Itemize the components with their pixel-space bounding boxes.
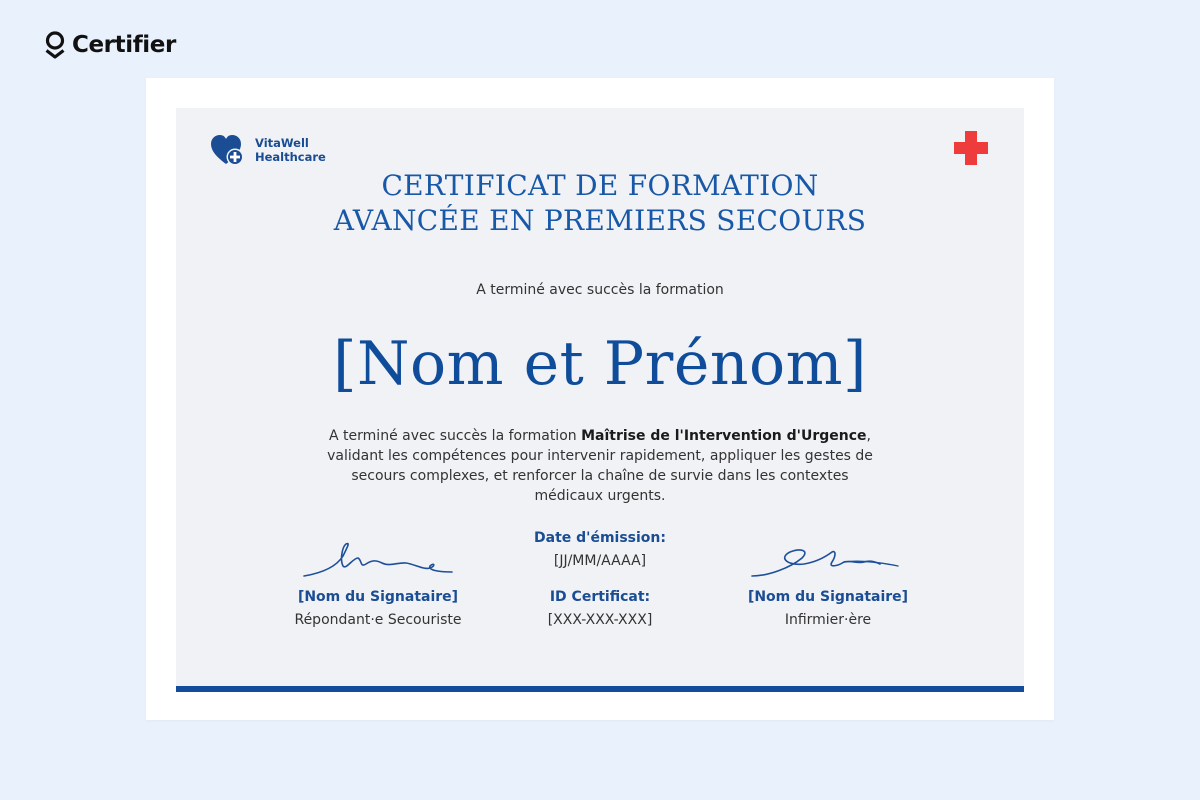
- red-cross-icon: [952, 129, 990, 167]
- description-suffix: , validant les compétences pour intervenir rapidement, appliquer les gestes de secours complexes, et renforcer la chaîne de survie dans les contextes médicaux urgents.: [327, 428, 873, 504]
- org-name-line2: Healthcare: [255, 150, 326, 164]
- course-name: Maîtrise de l'Intervention d'Urgence: [581, 428, 867, 444]
- description: [326, 426, 874, 506]
- certificate-title: [176, 168, 1024, 238]
- certificate-id-label: ID Certificat:: [549, 589, 651, 605]
- org-logo: [209, 133, 326, 167]
- certificate-id-value: [XXX-XXX-XXX]: [547, 612, 653, 628]
- issue-date: [480, 528, 720, 571]
- brand-name: Certifier: [72, 31, 176, 58]
- title-line-2: AVANCÉE EN PREMIERS SECOURS: [333, 204, 867, 237]
- signature-right: [748, 540, 908, 588]
- description-prefix: A terminé avec succès la formation: [329, 428, 582, 444]
- signatory-right-name: [Nom du Signataire]: [747, 589, 909, 605]
- title-line-1: CERTIFICAT DE FORMATION: [381, 169, 819, 202]
- certificate: [176, 108, 1024, 692]
- recipient-name: [Nom et Prénom]: [333, 329, 867, 399]
- certifier-brand: [44, 28, 176, 62]
- signatory-left-name: [Nom du Signataire]: [297, 589, 459, 605]
- certificate-id: [480, 587, 720, 630]
- org-name: [255, 136, 326, 164]
- signatory-left: [258, 587, 498, 630]
- issue-date-value: [JJ/MM/AAAA]: [553, 553, 647, 569]
- org-name-line1: VitaWell: [255, 136, 309, 150]
- certificate-frame: [146, 78, 1054, 720]
- heart-plus-icon: [209, 133, 247, 167]
- issue-date-label: Date d'émission:: [534, 530, 666, 546]
- signatory-left-role: Répondant·e Secouriste: [294, 612, 462, 628]
- signatory-right-role: Infirmier·ère: [784, 612, 872, 628]
- bottom-accent-bar: [176, 686, 1024, 692]
- signatory-right: [708, 587, 948, 630]
- intro-text: A terminé avec succès la formation: [476, 282, 724, 298]
- certifier-logo-icon: [44, 30, 66, 60]
- signature-left: [298, 536, 458, 584]
